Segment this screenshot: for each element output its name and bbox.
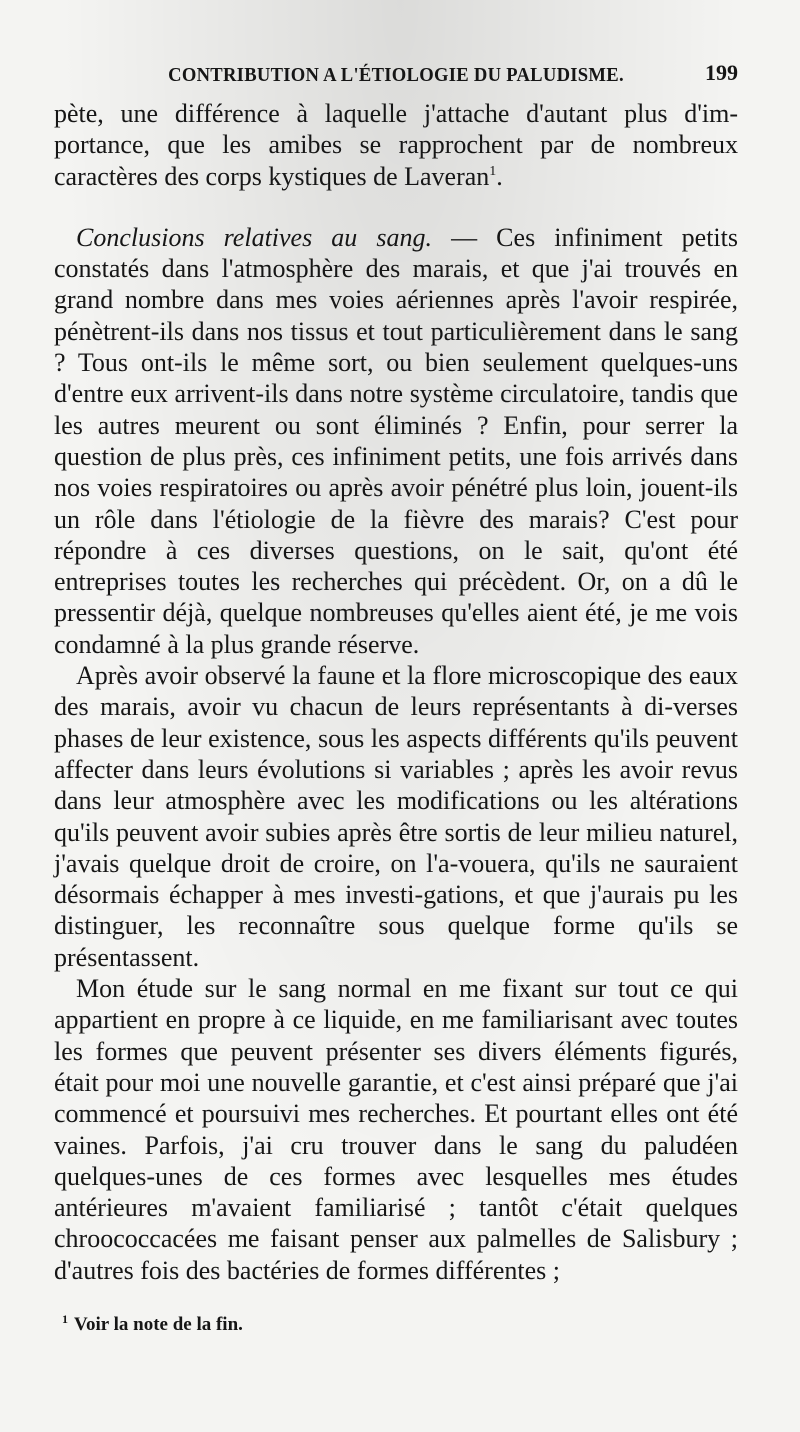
paragraph-4: Mon étude sur le sang normal en me fixant sur tout ce qui appartient en propre à ce liquide, en me familiarisant avec toutes les formes que peuvent présenter ses divers éléments figurés, était pour moi une nouvelle garantie, et c'est ainsi préparé que j'ai commencé et poursuivi mes recherches. Et pourtant elles ont été vaines. Parfois, j'ai cru trouver dans le sang du paludéen quelques-unes de ces formes avec lesquelles mes études antérieures m'avaient familiarisé ; tantôt c'était quelques chroococcacées me faisant penser aux palmelles de Salisbury ; d'autres fois des bactéries de formes différentes ;: [54, 974, 738, 1285]
footnote-text: Voir la note de la fin.: [74, 1314, 243, 1335]
paragraph-1-end: .: [496, 161, 503, 191]
running-title: CONTRIBUTION A L'ÉTIOLOGIE DU PALUDISME.: [168, 64, 624, 86]
paragraph-2: [54, 222, 738, 660]
footnote-reference: 1: [489, 163, 497, 179]
paragraph-3: Après avoir observé la faune et la flore microscopique des eaux des marais, avoir vu chacun de leurs représentants à di-verses phases de leur existence, sous les aspects différents qu'ils peuvent affecter dans leurs évolutions si variables ; après les avoir revus dans leur atmosphère avec les modifications ou les altérations qu'ils peuvent avoir subies après être sortis de leur milieu naturel, j'avais quelque droit de croire, on l'a-vouera, qu'ils ne sauraient désormais échapper à mes investi-gations, et que j'aurais pu les distinguer, les reconnaître sous quelque forme qu'ils se présentassent.: [54, 661, 738, 972]
footnote-mark: 1: [62, 1312, 68, 1326]
paragraph-2-text: — Ces infiniment petits constatés dans l'atmosphère des marais, et que j'ai trouvés en grand nombre dans mes voies aériennes après l'avoir respirée, pénètrent-ils dans nos tissus et tout particulièrement dans le sang ? Tous ont-ils le même sort, ou bien seulement quelques-uns d'entre eux arrivent-ils dans notre système circulatoire, tandis que les autres meurent ou sont éliminés ? Enfin, pour serrer la question de plus près, ces infiniment petits, une fois arrivés dans nos voies respiratoires ou après avoir pénétré plus loin, jouent-ils un rôle dans l'étiologie de la fièvre des marais? C'est pour répondre à ces diverses questions, on le sait, qu'ont été entreprises toutes les recherches qui précèdent. Or, on a dû le pressentir déjà, quelque nombreuses qu'elles aient été, je me vois condamné à la plus grande réserve.: [54, 222, 739, 659]
paragraph-1-text: pète, une différence à laquelle j'attache d'autant plus d'im-portance, que les amibes se rapprochent par de nombreux caractères des corps kystiques de Laveran: [54, 99, 738, 191]
body-text: [54, 98, 738, 1286]
paragraph-1: [54, 98, 738, 192]
page-number: 199: [705, 60, 738, 85]
footnote: [62, 1314, 243, 1336]
page-header: [54, 60, 738, 90]
section-heading-inline: Conclusions relatives au sang.: [76, 222, 433, 252]
